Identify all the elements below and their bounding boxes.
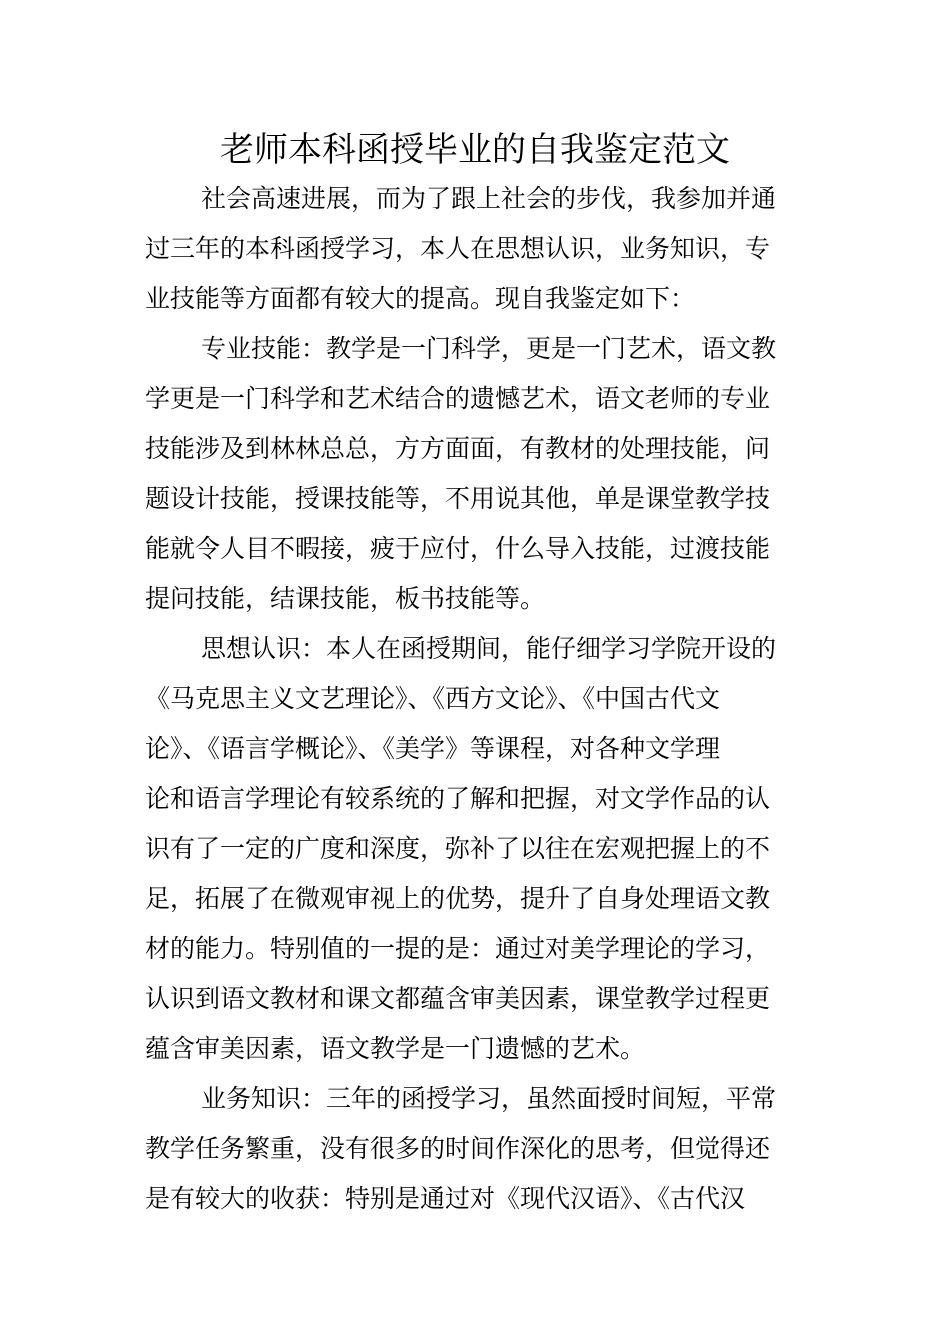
paragraph-line: 能就令人目不暇接，疲于应付，什么导入技能，过渡技能 [145, 534, 771, 563]
paragraph-line: 专业技能：教学是一门科学，更是一门艺术，语文教 [201, 334, 777, 363]
paragraph-line: 业务知识：三年的函授学习，虽然面授时间短，平常 [201, 1084, 777, 1113]
paragraph-line: 技能涉及到林林总总，方方面面，有教材的处理技能，问 [145, 434, 771, 463]
paragraph-line: 蕴含审美因素，语文教学是一门遗憾的艺术。 [145, 1034, 646, 1063]
paragraph-line: 认识到语文教材和课文都蕴含审美因素，课堂教学过程更 [145, 984, 771, 1013]
paragraph-line: 论》、《语言学概论》、《美学》等课程，对各种文学理 [145, 734, 721, 763]
paragraph-line: 业技能等方面都有较大的提高。现自我鉴定如下： [145, 284, 696, 313]
paragraph-line: 过三年的本科函授学习，本人在思想认识，业务知识，专 [145, 234, 771, 263]
paragraph-line: 思想认识：本人在函授期间，能仔细学习学院开设的 [201, 634, 777, 663]
paragraph-line: 是有较大的收获：特别是通过对《现代汉语》、《古代汉 [145, 1184, 746, 1213]
paragraph-line: 学更是一门科学和艺术结合的遗憾艺术，语文老师的专业 [145, 384, 771, 413]
paragraph-line: 提问技能，结课技能，板书技能等。 [145, 584, 546, 613]
paragraph-line: 识有了一定的广度和深度，弥补了以往在宏观把握上的不 [145, 834, 771, 863]
paragraph-line: 足，拓展了在微观审视上的优势，提升了自身处理语文教 [145, 884, 771, 913]
document-body [145, 174, 805, 1224]
paragraph-line: 《马克思主义文艺理论》、《西方文论》、《中国古代文 [145, 684, 721, 713]
document-title: 老师本科函授毕业的自我鉴定范文 [220, 130, 730, 170]
paragraph-line: 社会高速进展，而为了跟上社会的步伐，我参加并通 [201, 184, 777, 213]
paragraph-line: 题设计技能，授课技能等，不用说其他，单是课堂教学技 [145, 484, 771, 513]
paragraph-line: 论和语言学理论有较系统的了解和把握，对文学作品的认 [145, 784, 771, 813]
paragraph-line: 材的能力。特别值的一提的是：通过对美学理论的学习， [145, 934, 771, 963]
paragraph-line: 教学任务繁重，没有很多的时间作深化的思考，但觉得还 [145, 1134, 771, 1163]
